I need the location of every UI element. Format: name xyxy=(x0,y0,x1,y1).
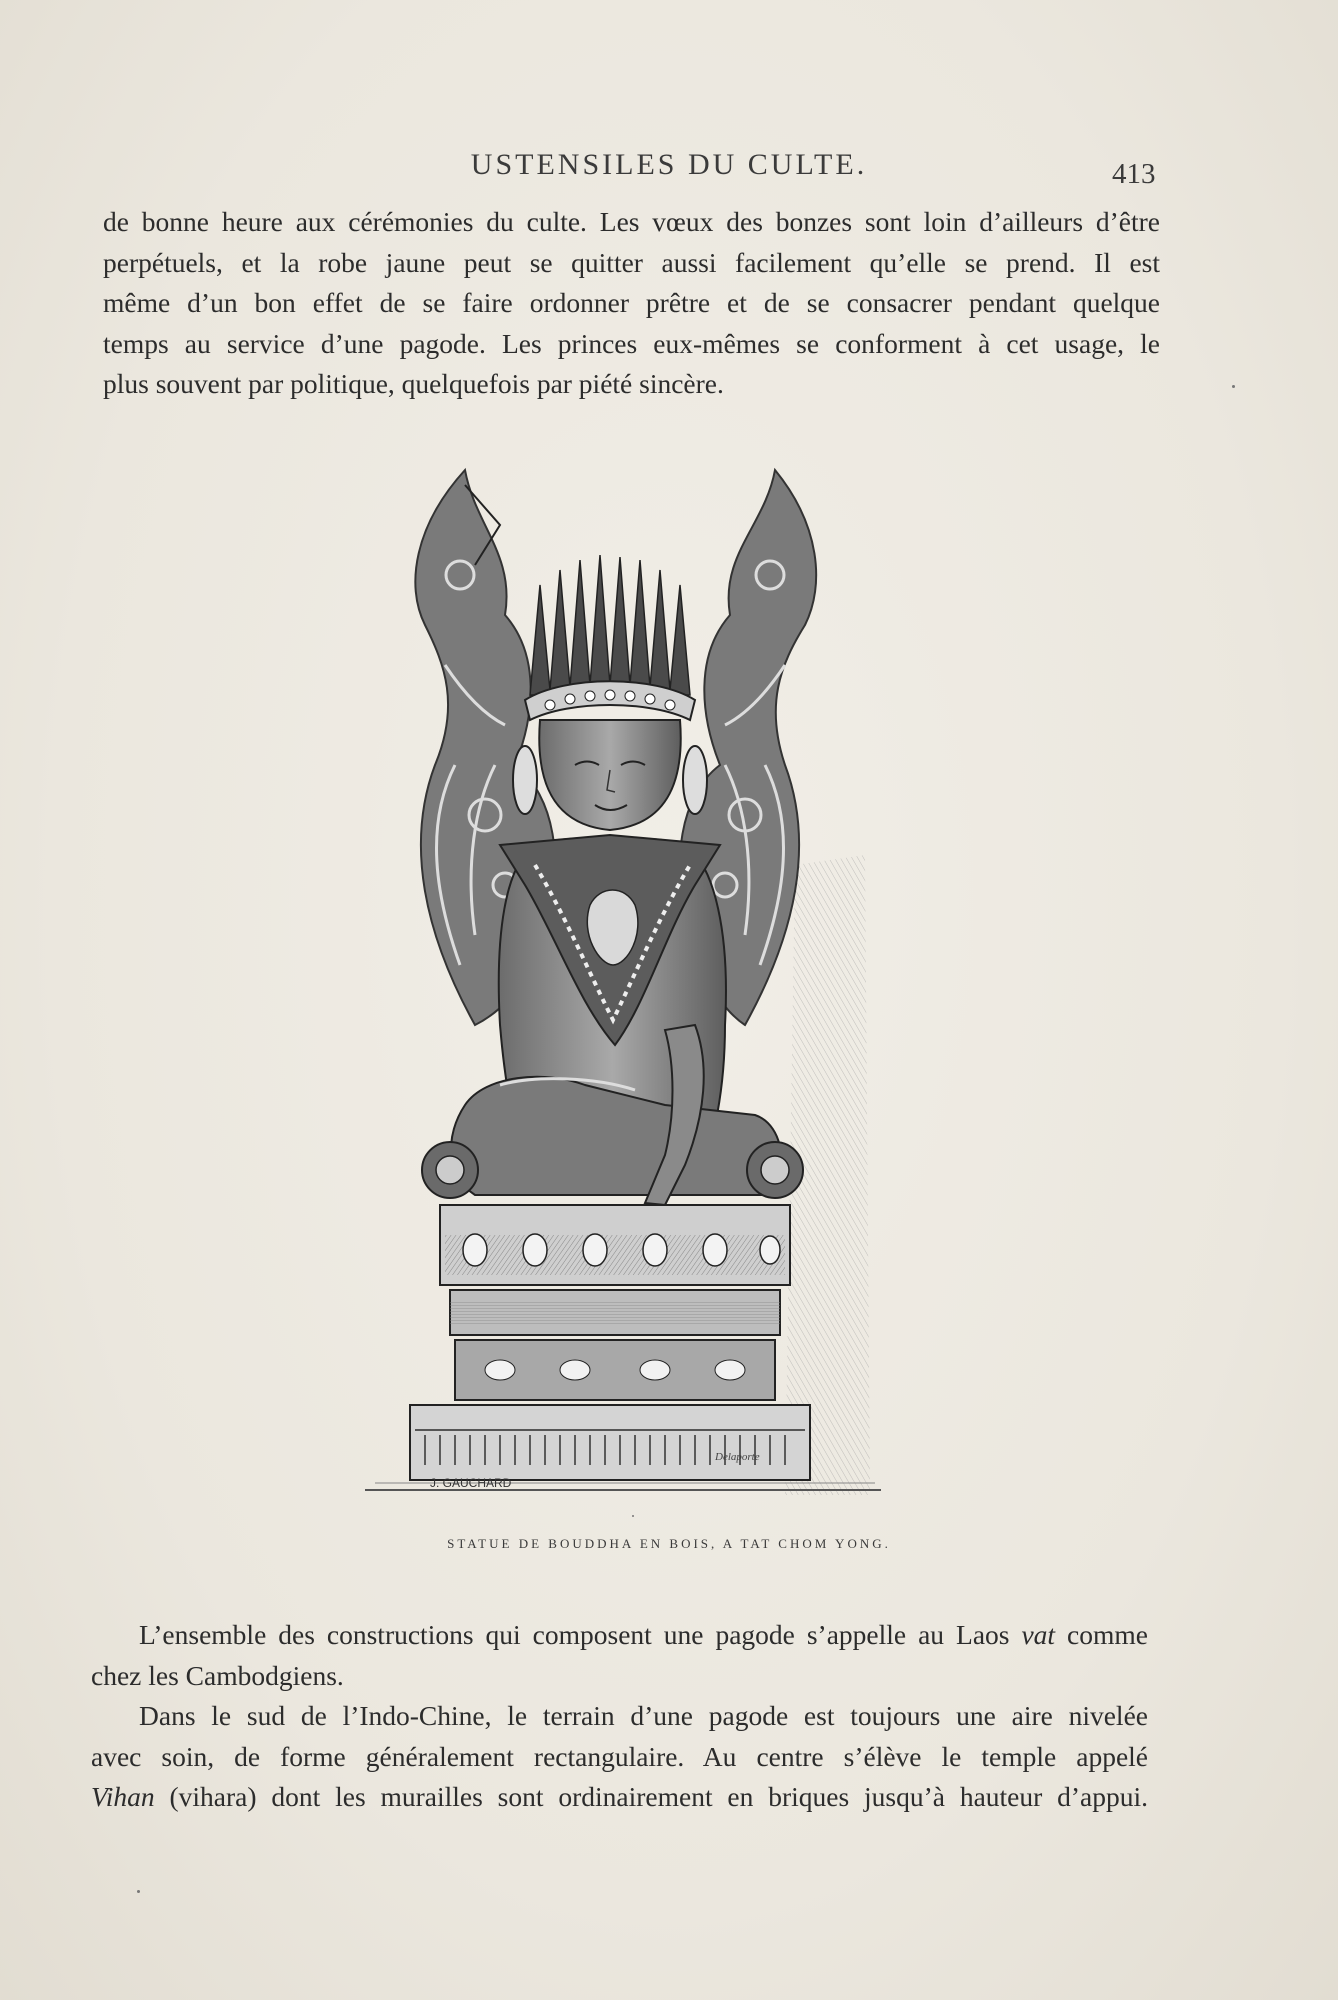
engraver-signature: J. GAUCHARD xyxy=(430,1476,512,1490)
paper-speck xyxy=(137,1890,140,1893)
text-line: de bonne heure aux cérémonies du culte. Les vœux des bonzes sont loin d’ailleurs d’être xyxy=(103,206,1160,237)
text-line: Dans le sud de l’Indo-Chine, le terrain d’une pagode est toujours une aire nivelée xyxy=(139,1700,1148,1731)
page-number: 413 xyxy=(1112,158,1156,190)
italic-term: Vihan xyxy=(91,1781,155,1812)
text-run: L’ensemble des constructions qui composent une pagode s’appelle au Laos xyxy=(139,1619,1022,1650)
artist-signature: Delaporte xyxy=(715,1451,760,1463)
figure-caption: STATUE DE BOUDDHA EN BOIS, A TAT CHOM YONG. xyxy=(447,1536,891,1551)
top-paragraph xyxy=(103,202,1160,405)
text-line: chez les Cambodgiens. xyxy=(91,1659,344,1691)
text-line: temps au service d’une pagode. Les princes eux-mêmes se conforment à cet usage, le xyxy=(103,327,1160,359)
buddha-statue-engraving xyxy=(365,465,881,1499)
text-run: comme xyxy=(1055,1619,1149,1650)
text-line: perpétuels, et la robe jaune peut se quitter aussi facilement qu’elle se prend. Il est xyxy=(103,246,1160,278)
paper-speck xyxy=(632,1515,634,1517)
text-run: (vihara) dont les murailles sont ordinairement en briques jusqu’à hauteur d’appui. xyxy=(154,1781,1148,1812)
paper-speck xyxy=(1232,385,1235,388)
text-line xyxy=(91,1615,1148,1656)
crown xyxy=(525,555,695,720)
bottom-text xyxy=(91,1615,1148,1818)
text-line: même d’un bon effet de se faire ordonner prêtre et de se consacrer pendant quelque xyxy=(103,287,1160,318)
text-line xyxy=(91,1777,1148,1818)
text-line: plus souvent par politique, quelquefois par piété sincère. xyxy=(103,368,724,399)
italic-term: vat xyxy=(1021,1619,1056,1650)
running-title: USTENSILES DU CULTE. xyxy=(470,148,868,181)
text-line: avec soin, de forme généralement rectangulaire. Au centre s’élève le temple appelé xyxy=(91,1740,1148,1772)
